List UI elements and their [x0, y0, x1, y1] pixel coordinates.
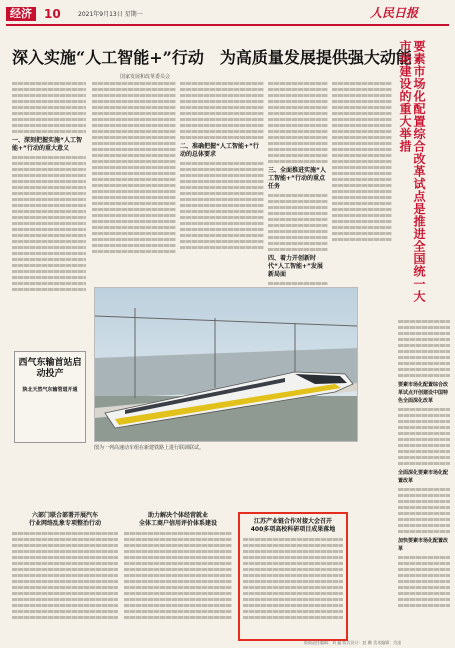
- page-footer: 版面责任编辑：刘 鑫 版式设计：赵 鹏 美术编辑：肖凌: [304, 640, 402, 645]
- bottom-story-1-title: 六部门联合部署开展汽车 行业网络乱象专项整治行动: [28, 512, 101, 527]
- sidebar-subhead-2: 全面深化要素市场化配置改革: [398, 470, 449, 484]
- article-column-3: [180, 82, 264, 252]
- main-headline: 深入实施“人工智能+”行动 为高质量发展提供强大动能: [12, 48, 412, 67]
- left-news-block: [14, 351, 86, 443]
- subhead-3: 三、全面推进实施“人工智能+”行动的重点任务: [268, 167, 326, 190]
- photo-caption: 图为一列高速动车组在新建铁路上进行联调联试。: [94, 445, 205, 451]
- high-speed-train-photo: [94, 287, 358, 442]
- sidebar-vertical-title: 要素市场化配置综合改革试点是推进全国统一大市场建设的重大举措: [398, 40, 426, 303]
- article-column-4: [268, 82, 328, 300]
- sidebar-subhead-1: 要素市场化配置综合改革试点开创建设中国特色全面深化改革: [398, 382, 449, 404]
- sidebar-column: [398, 320, 450, 610]
- article-column-1: [12, 82, 86, 294]
- sidebar-headline: [398, 40, 450, 310]
- sidebar-subhead-3: 加快要素市场化配置改革: [398, 538, 449, 552]
- highlighted-bottom-story: [238, 512, 348, 641]
- bottom-story-2-title: 助力解决个体经营就业 全体工商户信用评价体系建设: [138, 512, 217, 527]
- section-number: 10: [44, 7, 61, 21]
- article-column-2: [92, 82, 176, 256]
- bottom-story-3-title: 江苏产业链合作对接大会召开 400多项高校科研项目成果落地: [250, 518, 336, 533]
- subhead-1: 一、深刻把握实施“人工智能+”行动的重大意义: [12, 137, 82, 152]
- subhead-2: 二、准确把握“人工智能+”行动的总体要求: [180, 143, 259, 158]
- masthead-logo: 人民日报: [370, 6, 419, 20]
- left-news-title: 西气东输首站启动投产: [18, 358, 82, 379]
- bottom-story-2: [124, 512, 232, 637]
- issue-date: 2021年9月13日 星期一: [78, 11, 143, 18]
- article-column-5: [332, 82, 392, 244]
- header-rule: [6, 24, 449, 26]
- left-news-subtitle: 陕北天然气东输管道开通: [22, 387, 78, 393]
- section-badge: 经济: [6, 7, 36, 21]
- byline: 国家发展和改革委员会: [120, 74, 171, 80]
- bottom-story-1: [12, 512, 118, 637]
- subhead-4: 四、着力开创新时代“人工智能+”发展新局面: [268, 255, 323, 278]
- train-image: [95, 288, 357, 441]
